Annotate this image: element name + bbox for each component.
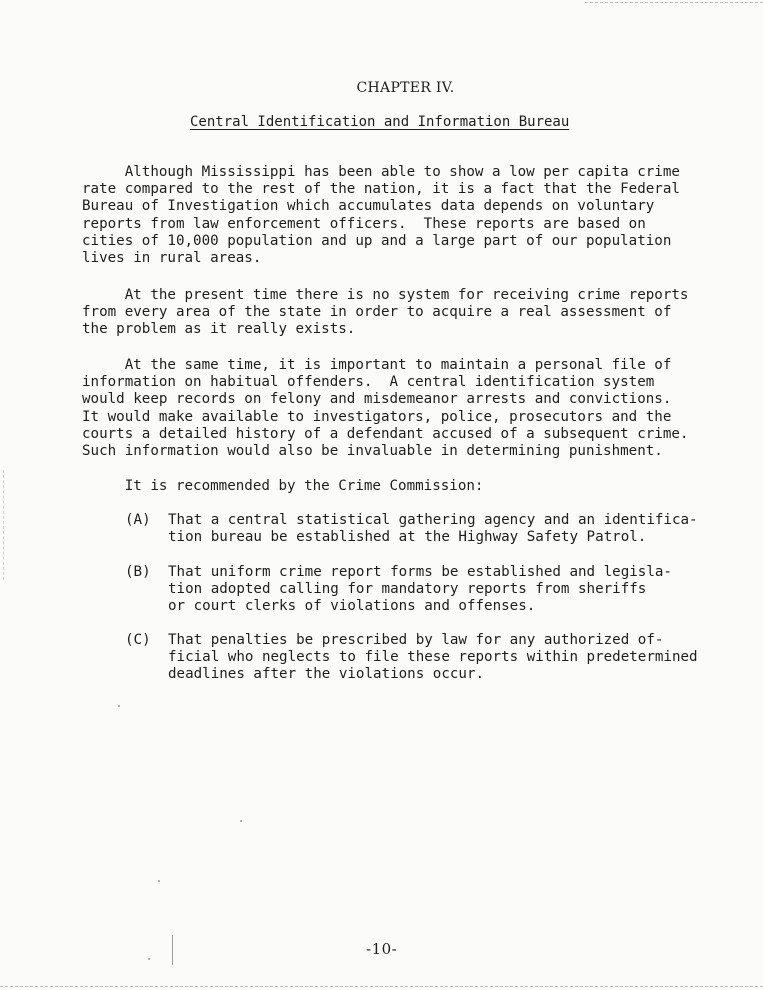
scan-speck — [118, 705, 120, 707]
paragraph-recommendation-intro: It is recommended by the Crime Commission: — [82, 478, 484, 494]
scan-edge-top — [585, 2, 763, 3]
recommendation-marker: (C) — [125, 632, 151, 648]
paragraph-no-system: At the present time there is no system for receiving crime reports from every area of the state in order to acquire a real assessment of the problem as it really exists. — [82, 287, 689, 338]
recommendation-marker: (B) — [125, 564, 151, 580]
scan-speck — [240, 820, 242, 822]
page-number: -10- — [366, 940, 398, 958]
scan-speck — [158, 880, 160, 882]
recommendation-text: That a central statistical gathering agency and an identifica- tion bureau be established at the Highway Safety Patrol. — [168, 512, 698, 546]
paragraph-crime-rate: Although Mississippi has been able to show a low per capita crime rate compared to the rest of the nation, it is a fact that the Federal Bureau of Investigation which accumulates data depends on voluntary reports from law enforcement officers. These reports are based on cities of 10,000 population and up and a large part of our population lives in rural areas. — [82, 164, 680, 267]
paragraph-personal-file: At the same time, it is important to maintain a personal file of information on habitual offenders. A central identification system would keep records on felony and misdemeanor arrests and convictions. It would make available to investigators, police, prosecutors and the courts a detailed history of a defendant accused of a subsequent crime. Such information would also be invaluable in determining punishment. — [82, 357, 689, 460]
scan-speck — [148, 958, 150, 960]
recommendation-marker: (A) — [125, 512, 151, 528]
chapter-heading: CHAPTER IV. — [356, 80, 455, 96]
scan-speck — [172, 935, 173, 965]
recommendation-text: That uniform crime report forms be established and legisla- tion adopted calling for mandatory reports from sheriffs or court clerks of violations and offenses. — [168, 564, 672, 615]
section-title: Central Identification and Information Bureau — [190, 114, 570, 130]
scan-edge-bottom — [0, 986, 763, 987]
scan-edge-left — [3, 470, 4, 580]
recommendation-text: That penalties be prescribed by law for any authorized of- ficial who neglects to file these reports within predetermined deadlines after the violations occur. — [168, 632, 698, 683]
